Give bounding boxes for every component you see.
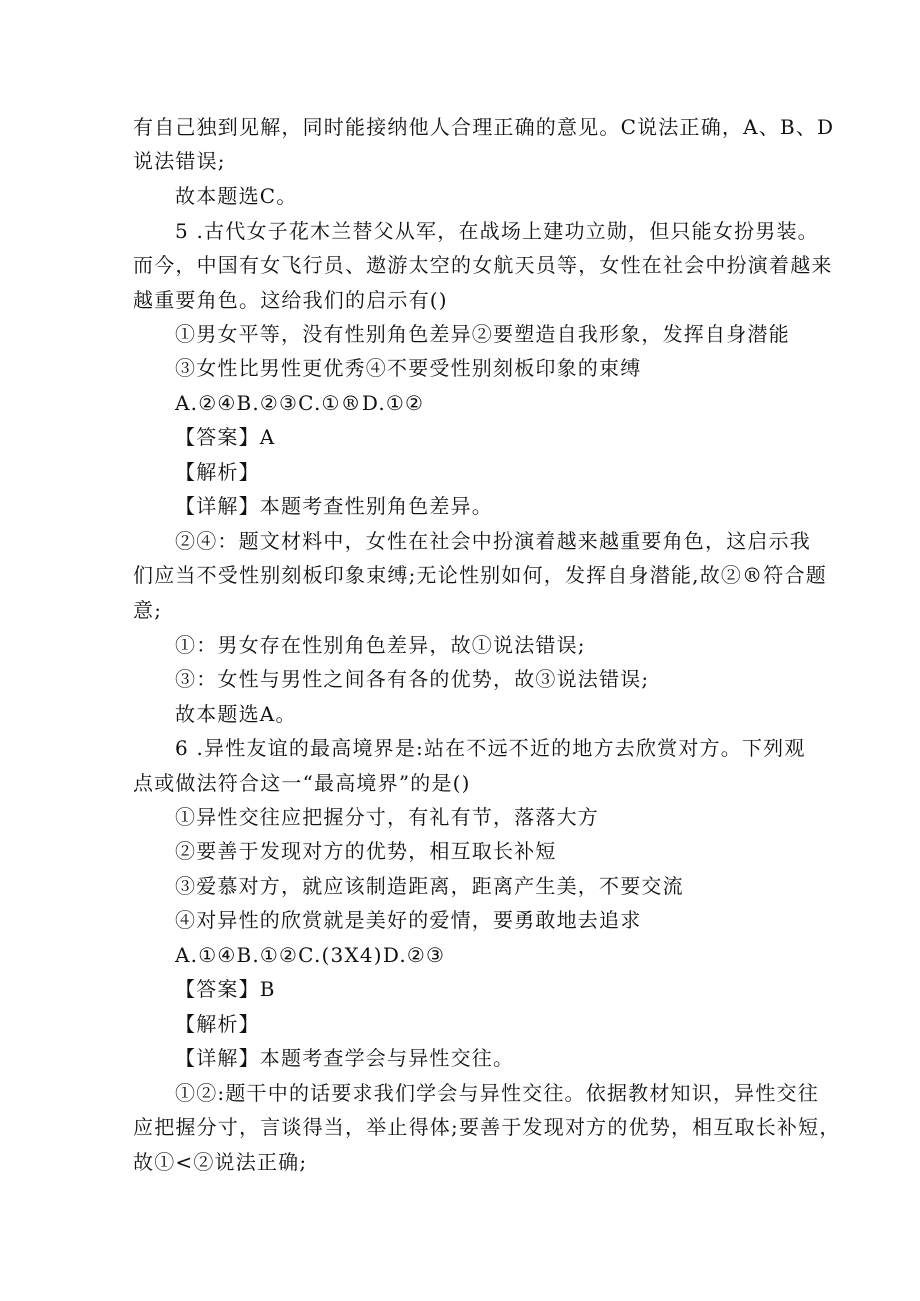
text-line: 有自己独到见解，同时能接纳他人合理正确的意见。C说法正确，A、B、D [133, 115, 835, 139]
text-line: 们应当不受性别刻板印象束缚;无论性别如何，发挥自身潜能,故②®符合题 [133, 563, 827, 587]
detail-label: 【详解】本题考查性别角色差异。 [175, 494, 493, 518]
text-line: 故本题选A。 [175, 702, 297, 726]
text-line: 故①<②说法正确; [133, 1150, 308, 1174]
text-line: ②④：题文材料中，女性在社会中扮演着越来越重要角色，这启示我 [175, 529, 811, 553]
analysis-label: 【解析】 [175, 1012, 260, 1036]
text-line: 故本题选C。 [175, 184, 298, 208]
option-line: ②要善于发现对方的优势，相互取长补短 [175, 839, 557, 863]
detail-label: 【详解】本题考查学会与异性交往。 [175, 1046, 515, 1070]
option-line: ①男女平等，没有性别角色差异②要塑造自我形象，发挥自身潜能 [175, 322, 790, 346]
option-line: ③爱慕对方，就应该制造距离，距离产生美，不要交流 [175, 874, 684, 898]
text-line: ①：男女存在性别角色差异，故①说法错误; [175, 633, 586, 657]
choices-line: A.②④B.②③C.①®D.①② [175, 391, 425, 415]
option-line: ③女性比男性更优秀④不要受性别刻板印象的束缚 [175, 356, 642, 380]
choices-line: A.①④B.①②C.(3X4)D.②③ [175, 943, 446, 967]
text-line: 点或做法符合这一“最高境界”的是() [133, 771, 471, 795]
text-line: 而今，中国有女飞行员、遨游太空的女航天员等，女性在社会中扮演着越来 [133, 253, 833, 277]
question-5-stem: 5 .古代女子花木兰替父从军，在战场上建功立勋，但只能女扮男装。 [175, 219, 819, 243]
text-line: 越重要角色。这给我们的启示有() [133, 288, 448, 312]
option-line: ④对异性的欣赏就是美好的爱情，要勇敢地去追求 [175, 908, 642, 932]
text-line: ①②:题干中的话要求我们学会与异性交往。依据教材知识，异性交往 [175, 1081, 819, 1105]
analysis-label: 【解析】 [175, 460, 260, 484]
text-line: 意; [133, 598, 163, 622]
text-line: 应把握分寸，言谈得当，举止得体;要善于发现对方的优势，相互取长补短， [133, 1115, 841, 1139]
text-line: ③：女性与男性之间各有各的优势，故③说法错误; [175, 667, 650, 691]
text-line: 说法错误; [133, 149, 226, 173]
option-line: ①异性交往应把握分寸，有礼有节，落落大方 [175, 805, 599, 829]
question-6-stem: 6 .异性友谊的最高境界是:站在不远不近的地方去欣赏对方。下列观 [175, 736, 806, 760]
answer-label: 【答案】B [175, 977, 276, 1001]
answer-label: 【答案】A [175, 425, 276, 449]
